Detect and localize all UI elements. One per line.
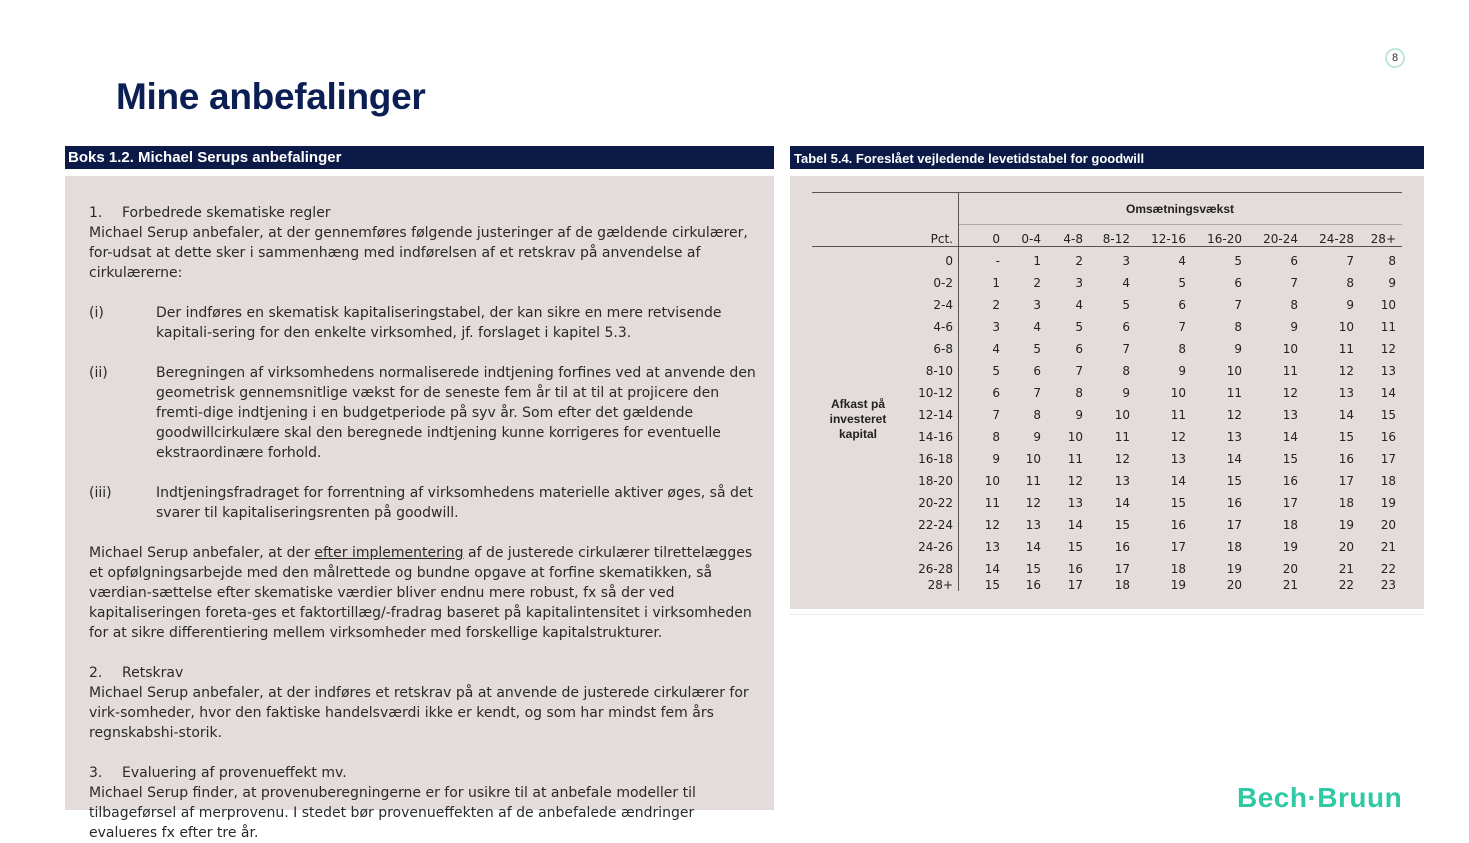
column-header: 24-28 [1319,232,1354,246]
row-label: 12-14 [918,408,953,422]
table-cell: 13 [1114,474,1130,488]
paragraph-text: Michael Serup anbefaler, at der [89,545,315,561]
table-cell: 2 [1075,254,1083,268]
table-cell: 11 [1226,386,1242,400]
table-cell: 12 [1025,496,1041,510]
table-cell: 11 [1282,364,1298,378]
list-item [89,363,759,463]
table-cell: 15 [1067,540,1083,554]
table-cell: 17 [1338,474,1354,488]
table-cell: 18 [1380,474,1396,488]
table-cell: 4 [1122,276,1130,290]
table-cell: 15 [1114,518,1130,532]
item-label: (ii) [89,365,108,381]
table-cell: 21 [1282,578,1298,592]
section-1-intro: Michael Serup anbefaler, at der gennemføres følgende justeringer af de gældende cirkulærer, for-udsat at dette sker i sammenhæng med indførelsen af et retskrav på anvendelse af cirkulærerne: [89,225,748,281]
table-cell: 10 [1338,320,1354,334]
table-cell: 6 [1122,320,1130,334]
column-header: 0 [992,232,1000,246]
table-cell: 11 [984,496,1000,510]
table-cell: 9 [1346,298,1354,312]
table-cell: 16 [1025,578,1041,592]
item-text: Beregningen af virksomhedens normaliserede indtjening forfines ved at anvende den geometrisk gennemsnitlige vækst for de seneste fem år til at til at projicere den fremti-dige indtjening i en budgetperiode på syv år. Som efter det gældende goodwillcirkulære skal den beregnede indtjening kunne korrigeres for eventuelle ekstraordinære forhold. [156,365,756,461]
list-item [89,483,759,523]
table-divider [790,614,1424,615]
table-cell: 19 [1170,578,1186,592]
table-top-rule [812,192,1402,193]
table-cell: 5 [1234,254,1242,268]
column-header: 20-24 [1263,232,1298,246]
column-header: 12-16 [1151,232,1186,246]
table-cell: 6 [1075,342,1083,356]
table-cell: 15 [1338,430,1354,444]
column-header: 8-12 [1102,232,1130,246]
table-cell: 16 [1282,474,1298,488]
table-cell: 14 [1380,386,1396,400]
table-cell: 12 [1338,364,1354,378]
table-cell: 18 [1170,562,1186,576]
table-cell: 5 [1122,298,1130,312]
table-cell: 8 [1033,408,1041,422]
table-cell: 7 [1075,364,1083,378]
table-cell: 21 [1338,562,1354,576]
table-cell: 19 [1282,540,1298,554]
table-cell: 8 [1178,342,1186,356]
table-cell: 11 [1380,320,1396,334]
row-label: 26-28 [918,562,953,576]
table-cell: 12 [1282,386,1298,400]
corner-label: Pct. [930,232,953,246]
table-cell: 9 [1290,320,1298,334]
row-label: 0 [945,254,953,268]
table-cell: 2 [992,298,1000,312]
column-header: 16-20 [1207,232,1242,246]
table-cell: 15 [1226,474,1242,488]
table-cell: 13 [984,540,1000,554]
table-cell: 14 [1282,430,1298,444]
table-cell: 13 [1025,518,1041,532]
table-cell: 17 [1380,452,1396,466]
table-cell: 19 [1380,496,1396,510]
section-title: Evaluering af provenueffekt mv. [122,765,347,781]
table-cell: 8 [1122,364,1130,378]
table-cell: 23 [1380,578,1396,592]
table-cell: 7 [1122,342,1130,356]
table-cell: 11 [1114,430,1130,444]
table-cell: 6 [1178,298,1186,312]
section-3-heading [89,763,759,783]
table-cell: 9 [1033,430,1041,444]
table-cell: 11 [1338,342,1354,356]
row-label: 24-26 [918,540,953,554]
item-label: (iii) [89,485,112,501]
table-header-rule [812,246,1402,247]
section-number: 1. [89,205,103,221]
table-cell: 4 [992,342,1000,356]
table-cell: 16 [1114,540,1130,554]
table-cell: 19 [1226,562,1242,576]
table-cell: 13 [1380,364,1396,378]
section-1-paragraph [89,543,759,643]
table-cell: 20 [1338,540,1354,554]
table-cell: 8 [1290,298,1298,312]
table-cell: 8 [1388,254,1396,268]
row-group-label-line: kapital [838,427,877,441]
table-cell: 13 [1338,386,1354,400]
table-cell: 14 [1226,452,1242,466]
table-cell: 4 [1178,254,1186,268]
table-cell: 6 [1290,254,1298,268]
table-cell: 3 [1122,254,1130,268]
table-cell: 12 [1226,408,1242,422]
table-cell: 11 [1025,474,1041,488]
table-cell: 5 [1075,320,1083,334]
table-cell: 17 [1226,518,1242,532]
table-cell: 13 [1226,430,1242,444]
table-cell: 17 [1170,540,1186,554]
table-cell: 13 [1067,496,1083,510]
table-cell: 7 [1178,320,1186,334]
table-cell: 15 [984,578,1000,592]
table-cell: 16 [1067,562,1083,576]
table-cell: 5 [1033,342,1041,356]
table-cell: 8 [1346,276,1354,290]
table-cell: 5 [1178,276,1186,290]
section-number: 2. [89,665,103,681]
table-cell: 14 [1170,474,1186,488]
section-title: Forbedrede skematiske regler [122,205,331,221]
row-label: 20-22 [918,496,953,510]
table-cell: 12 [1114,452,1130,466]
table-cell: 7 [1346,254,1354,268]
table-cell: 14 [1338,408,1354,422]
table-cell: 10 [1226,364,1242,378]
row-label: 2-4 [933,298,953,312]
table-cell: 11 [1170,408,1186,422]
row-label: 8-10 [925,364,953,378]
table-cell: 16 [1170,518,1186,532]
table-cell: 18 [1338,496,1354,510]
slide-title: Mine anbefalinger [116,76,426,117]
row-label: 6-8 [933,342,953,356]
table-cell: 9 [1075,408,1083,422]
table-cell: 9 [1178,364,1186,378]
row-label: 4-6 [933,320,953,334]
table-cell: 8 [1234,320,1242,334]
column-header: 0-4 [1021,232,1041,246]
underlined-text: efter implementering [314,545,464,561]
table-cell: 22 [1380,562,1396,576]
table-cell: 18 [1226,540,1242,554]
table-cell: 15 [1025,562,1041,576]
table-cell: 7 [1290,276,1298,290]
table-cell: 4 [1033,320,1041,334]
table-cell: 14 [984,562,1000,576]
row-group-label-line: Afkast på [830,397,886,411]
table-cell: 3 [992,320,1000,334]
table-cell: 9 [1234,342,1242,356]
table-cell: 17 [1114,562,1130,576]
row-label: 10-12 [918,386,953,400]
column-group-label: Omsætningsvækst [1125,202,1235,216]
column-header: 28+ [1370,232,1396,246]
item-text: Der indføres en skematisk kapitaliseringstabel, der kan sikre en mere retvisende kapitali-sering for den enkelte virksomhed, jf. forslaget i kapitel 5.3. [156,305,722,341]
table-cell: 6 [1033,364,1041,378]
table-cell: 10 [1067,430,1083,444]
table-cell: 18 [1114,578,1130,592]
table-cell: 5 [992,364,1000,378]
table-cell: 17 [1067,578,1083,592]
box-header: Boks 1.2. Michael Serups anbefalinger [65,146,774,169]
item-label: (i) [89,305,104,321]
table-cell: 10 [1170,386,1186,400]
table-cell: 13 [1282,408,1298,422]
table-cell: - [995,254,1000,268]
column-header: 4-8 [1063,232,1083,246]
table-cell: 14 [1067,518,1083,532]
table-cell: 6 [992,386,1000,400]
table-header: Tabel 5.4. Foreslået vejledende levetidstabel for goodwill [790,146,1424,169]
table-cell: 12 [1380,342,1396,356]
table-cell: 14 [1025,540,1041,554]
table-cell: 12 [1067,474,1083,488]
row-label: 22-24 [918,518,953,532]
section-title: Retskrav [122,665,184,681]
table-cell: 9 [992,452,1000,466]
table-cell: 3 [1033,298,1041,312]
table-cell: 12 [984,518,1000,532]
table-cell: 1 [1033,254,1041,268]
table-cell: 20 [1226,578,1242,592]
table-cell: 3 [1075,276,1083,290]
item-text: Indtjeningsfradraget for forrentning af virksomhedens materielle aktiver øges, så det svarer til kapitaliseringsrenten på goodwill. [156,485,753,521]
box-text [89,203,759,843]
table-cell: 7 [1033,386,1041,400]
table-cell: 12 [1170,430,1186,444]
table-cell: 6 [1234,276,1242,290]
table-cell: 13 [1170,452,1186,466]
row-label: 28+ [927,578,953,592]
table-cell: 15 [1282,452,1298,466]
section-1-heading [89,203,759,223]
table-cell: 8 [1075,386,1083,400]
table-cell: 10 [1025,452,1041,466]
table-cell: 20 [1282,562,1298,576]
table-cell: 7 [992,408,1000,422]
row-label: 14-16 [918,430,953,444]
section-number: 3. [89,765,103,781]
table-cell: 19 [1338,518,1354,532]
page-number-badge: 8 [1385,48,1405,68]
table-cell: 18 [1282,518,1298,532]
table-cell: 11 [1067,452,1083,466]
table-cell: 1 [992,276,1000,290]
paragraph-text: af de justerede cirkulærer tilrettelægges et opfølgningsarbejde med den målrettede og bundne opgave at forfine skematikken, så værdian-sættelse efter skematiske værdier bliver endnu mere robust, fx så der ved kapitaliseringen foreta-ges et faktortillæg/-fradrag baseret på kapitalintensitet i virksomheden for at sikre differentiering mellem virksomheder med forskellige kapitalstrukturer. [89,545,753,641]
row-group-label-line: investeret [829,412,887,426]
table-cell: 16 [1226,496,1242,510]
table-vertical-rule [958,193,959,591]
table-cell: 9 [1122,386,1130,400]
table-cell: 21 [1380,540,1396,554]
table-cell: 4 [1075,298,1083,312]
table-cell: 8 [992,430,1000,444]
section-3-text: Michael Serup finder, at provenuberegningerne er for usikre til at anbefale modeller til tilbageførsel af merprovenu. I stedet bør provenueffekten af de anbefalede ændringer evalueres fx efter tre år. [89,785,696,841]
table-cell: 17 [1282,496,1298,510]
table-cell: 7 [1234,298,1242,312]
table-cell: 15 [1380,408,1396,422]
row-label: 0-2 [933,276,953,290]
table-cell: 15 [1170,496,1186,510]
table-cell: 10 [984,474,1000,488]
section-2-text: Michael Serup anbefaler, at der indføres et retskrav på at anvende de justerede cirkulærer for virk-somheder, hvor den faktiske handelsværdi ikke er kendt, og som har mindst fem års regnskabshi-storik. [89,685,749,741]
section-2-heading [89,663,759,683]
table-cell: 20 [1380,518,1396,532]
list-item [89,303,759,343]
table-cell: 10 [1380,298,1396,312]
table-cell: 16 [1338,452,1354,466]
table-cell: 16 [1380,430,1396,444]
row-group-label [812,397,904,442]
bech-bruun-logo: Bech·Bruun [1237,782,1403,813]
row-label: 18-20 [918,474,953,488]
row-label: 16-18 [918,452,953,466]
table-cell: 9 [1388,276,1396,290]
table-cell: 14 [1114,496,1130,510]
table-cell: 22 [1338,578,1354,592]
table-cell: 10 [1282,342,1298,356]
table-cell: 2 [1033,276,1041,290]
table-group-rule [959,224,1402,225]
table-cell: 10 [1114,408,1130,422]
